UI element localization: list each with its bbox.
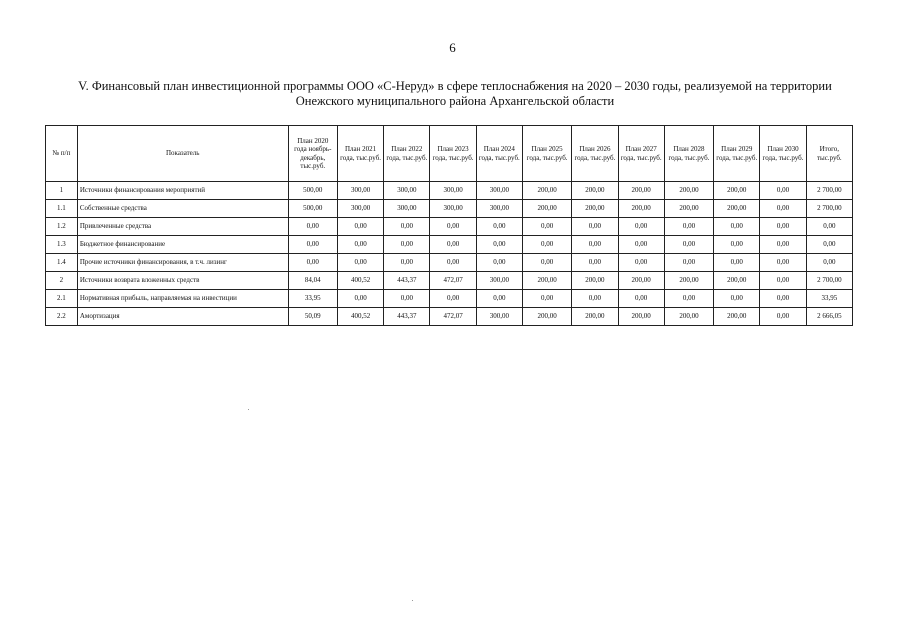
value-cell: 500,00 <box>288 182 337 200</box>
value-cell: 0,00 <box>572 218 618 236</box>
value-cell: 0,00 <box>288 236 337 254</box>
scan-speck <box>248 409 249 410</box>
value-cell: 0,00 <box>522 236 571 254</box>
document-title <box>60 79 850 109</box>
value-cell: 0,00 <box>760 254 806 272</box>
total-cell: 2 700,00 <box>806 272 852 290</box>
financial-plan-table <box>45 125 853 326</box>
value-cell: 0,00 <box>430 290 476 308</box>
table-row <box>46 182 853 200</box>
value-cell: 0,00 <box>714 218 760 236</box>
value-cell: 200,00 <box>618 200 664 218</box>
value-cell: 200,00 <box>522 308 571 326</box>
value-cell: 300,00 <box>430 182 476 200</box>
header-cell-2027: План 2027 года, тыс.руб. <box>618 126 664 182</box>
header-cell-2029: План 2029 года, тыс.руб. <box>714 126 760 182</box>
value-cell: 200,00 <box>572 308 618 326</box>
value-cell: 0,00 <box>760 200 806 218</box>
header-cell-num: № п/п <box>46 126 78 182</box>
header-cell-2023: План 2023 года, тыс.руб. <box>430 126 476 182</box>
row-number-cell: 2 <box>46 272 78 290</box>
value-cell: 200,00 <box>572 272 618 290</box>
indicator-cell: Амортизация <box>77 308 288 326</box>
value-cell: 0,00 <box>760 272 806 290</box>
value-cell: 500,00 <box>288 200 337 218</box>
value-cell: 0,00 <box>760 236 806 254</box>
value-cell: 200,00 <box>714 272 760 290</box>
value-cell: 0,00 <box>430 236 476 254</box>
value-cell: 0,00 <box>337 290 383 308</box>
value-cell: 443,37 <box>384 272 430 290</box>
table-row <box>46 218 853 236</box>
row-number-cell: 2.1 <box>46 290 78 308</box>
indicator-cell: Источники возврата вложенных средств <box>77 272 288 290</box>
value-cell: 0,00 <box>384 218 430 236</box>
value-cell: 443,37 <box>384 308 430 326</box>
row-number-cell: 1.2 <box>46 218 78 236</box>
value-cell: 200,00 <box>664 272 713 290</box>
value-cell: 200,00 <box>664 200 713 218</box>
value-cell: 200,00 <box>522 182 571 200</box>
value-cell: 200,00 <box>664 182 713 200</box>
header-cell-2026: План 2026 года, тыс.руб. <box>572 126 618 182</box>
total-cell: 33,95 <box>806 290 852 308</box>
value-cell: 200,00 <box>572 182 618 200</box>
page-number: 6 <box>449 40 456 55</box>
table-row <box>46 290 853 308</box>
scan-speck <box>412 600 413 601</box>
value-cell: 0,00 <box>618 254 664 272</box>
total-cell: 2 666,05 <box>806 308 852 326</box>
value-cell: 200,00 <box>714 308 760 326</box>
value-cell: 50,09 <box>288 308 337 326</box>
value-cell: 472,07 <box>430 272 476 290</box>
header-cell-2030: План 2030 года, тыс.руб. <box>760 126 806 182</box>
value-cell: 0,00 <box>572 254 618 272</box>
value-cell: 0,00 <box>760 290 806 308</box>
total-cell: 0,00 <box>806 254 852 272</box>
table-body <box>46 182 853 326</box>
row-number-cell: 1 <box>46 182 78 200</box>
value-cell: 0,00 <box>337 254 383 272</box>
value-cell: 0,00 <box>760 308 806 326</box>
value-cell: 200,00 <box>522 200 571 218</box>
indicator-cell: Привлеченные средства <box>77 218 288 236</box>
header-cell-total: Итого, тыс.руб. <box>806 126 852 182</box>
value-cell: 0,00 <box>476 218 522 236</box>
total-cell: 0,00 <box>806 236 852 254</box>
value-cell: 200,00 <box>664 308 713 326</box>
value-cell: 400,52 <box>337 308 383 326</box>
indicator-cell: Собственные средства <box>77 200 288 218</box>
value-cell: 0,00 <box>476 236 522 254</box>
table-row <box>46 200 853 218</box>
value-cell: 200,00 <box>714 182 760 200</box>
value-cell: 0,00 <box>618 290 664 308</box>
value-cell: 300,00 <box>476 272 522 290</box>
table-row <box>46 272 853 290</box>
table-row <box>46 308 853 326</box>
title-line-2: Онежского муниципального района Архангельской области <box>295 94 615 108</box>
value-cell: 0,00 <box>384 290 430 308</box>
value-cell: 200,00 <box>522 272 571 290</box>
indicator-cell: Источники финансирования мероприятий <box>77 182 288 200</box>
value-cell: 0,00 <box>618 218 664 236</box>
indicator-cell: Прочие источники финансирования, в т.ч. лизинг <box>77 254 288 272</box>
total-cell: 2 700,00 <box>806 182 852 200</box>
value-cell: 0,00 <box>522 254 571 272</box>
header-cell-2020: План 2020 года ноябрь-декабрь, тыс.руб. <box>288 126 337 182</box>
header-cell-2025: План 2025 года, тыс.руб. <box>522 126 571 182</box>
value-cell: 0,00 <box>760 182 806 200</box>
row-number-cell: 1.3 <box>46 236 78 254</box>
value-cell: 300,00 <box>337 200 383 218</box>
row-number-cell: 2.2 <box>46 308 78 326</box>
value-cell: 0,00 <box>288 254 337 272</box>
indicator-cell: Бюджетное финансирование <box>77 236 288 254</box>
value-cell: 0,00 <box>337 218 383 236</box>
value-cell: 200,00 <box>572 200 618 218</box>
value-cell: 400,52 <box>337 272 383 290</box>
indicator-cell: Нормативная прибыль, направляемая на инвестиции <box>77 290 288 308</box>
header-cell-2028: План 2028 года, тыс.руб. <box>664 126 713 182</box>
value-cell: 0,00 <box>430 218 476 236</box>
value-cell: 300,00 <box>430 200 476 218</box>
value-cell: 0,00 <box>384 254 430 272</box>
header-cell-2024: План 2024 года, тыс.руб. <box>476 126 522 182</box>
value-cell: 200,00 <box>618 308 664 326</box>
header-cell-2021: План 2021 года, тыс.руб. <box>337 126 383 182</box>
header-cell-2022: План 2022 года, тыс.руб. <box>384 126 430 182</box>
value-cell: 300,00 <box>384 200 430 218</box>
value-cell: 0,00 <box>618 236 664 254</box>
table-row <box>46 254 853 272</box>
value-cell: 472,07 <box>430 308 476 326</box>
value-cell: 0,00 <box>288 218 337 236</box>
value-cell: 0,00 <box>664 218 713 236</box>
title-line-1: V. Финансовый план инвестиционной программы ООО «С-Неруд» в сфере теплоснабжения на 2020 – 2030 годы, реализуемой на территории <box>78 79 832 93</box>
row-number-cell: 1.1 <box>46 200 78 218</box>
value-cell: 84,04 <box>288 272 337 290</box>
value-cell: 0,00 <box>664 254 713 272</box>
value-cell: 0,00 <box>476 290 522 308</box>
total-cell: 0,00 <box>806 218 852 236</box>
value-cell: 0,00 <box>522 218 571 236</box>
value-cell: 33,95 <box>288 290 337 308</box>
value-cell: 300,00 <box>476 200 522 218</box>
value-cell: 0,00 <box>337 236 383 254</box>
value-cell: 0,00 <box>572 290 618 308</box>
value-cell: 300,00 <box>337 182 383 200</box>
value-cell: 0,00 <box>572 236 618 254</box>
value-cell: 0,00 <box>714 254 760 272</box>
value-cell: 0,00 <box>522 290 571 308</box>
value-cell: 200,00 <box>714 200 760 218</box>
value-cell: 0,00 <box>384 236 430 254</box>
value-cell: 0,00 <box>714 236 760 254</box>
table-row <box>46 236 853 254</box>
value-cell: 0,00 <box>664 236 713 254</box>
value-cell: 0,00 <box>430 254 476 272</box>
value-cell: 300,00 <box>476 182 522 200</box>
row-number-cell: 1.4 <box>46 254 78 272</box>
value-cell: 0,00 <box>760 218 806 236</box>
value-cell: 0,00 <box>664 290 713 308</box>
value-cell: 200,00 <box>618 272 664 290</box>
value-cell: 300,00 <box>476 308 522 326</box>
value-cell: 0,00 <box>476 254 522 272</box>
header-row <box>46 126 853 182</box>
value-cell: 300,00 <box>384 182 430 200</box>
total-cell: 2 700,00 <box>806 200 852 218</box>
value-cell: 0,00 <box>714 290 760 308</box>
value-cell: 200,00 <box>618 182 664 200</box>
header-cell-indicator: Показатель <box>77 126 288 182</box>
